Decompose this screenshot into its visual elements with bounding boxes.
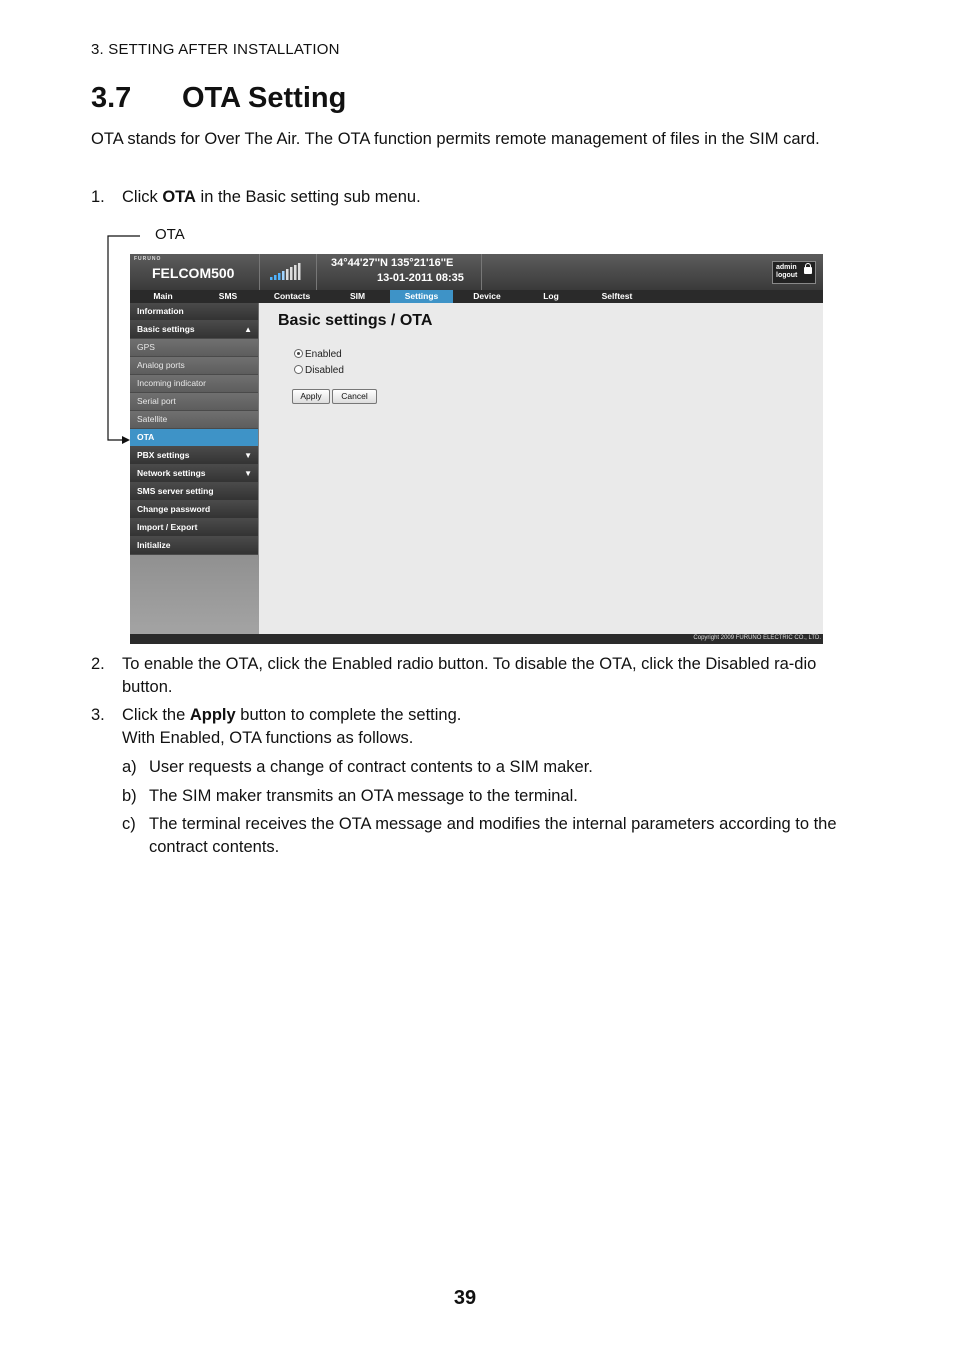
step-3-post: button to complete the setting.: [235, 706, 462, 724]
tab-log[interactable]: Log: [543, 291, 559, 301]
step-3-pre: Click the: [122, 706, 190, 724]
substep-b-letter: b): [122, 787, 137, 805]
sidebar-item-satellite[interactable]: Satellite: [130, 411, 258, 429]
section-number: 3.7: [91, 82, 132, 114]
substep-c-letter: c): [122, 815, 136, 833]
step-2-text: To enable the OTA, click the Enabled radio button. To disable the OTA, click the Disabled ra-dio button.: [122, 655, 817, 696]
signal-strength-icon: [270, 263, 306, 281]
sidebar-item-change-password[interactable]: Change password: [130, 501, 258, 519]
expand-arrow-icon[interactable]: ▼: [244, 451, 252, 460]
step-1-bold: OTA: [162, 188, 196, 206]
substep-a-letter: a): [122, 758, 137, 776]
step-1-pre: Click: [122, 188, 163, 206]
tab-selftest[interactable]: Selftest: [601, 291, 633, 301]
tab-sim[interactable]: SIM: [349, 291, 366, 301]
step-2-number: 2.: [91, 655, 105, 673]
page-number: 39: [453, 1287, 477, 1309]
radio-enabled[interactable]: Enabled: [294, 349, 342, 360]
tab-sms[interactable]: SMS: [218, 291, 238, 301]
sidebar-item-incoming-indicator[interactable]: Incoming indicator: [130, 375, 258, 393]
running-head: 3. SETTING AFTER INSTALLATION: [91, 41, 340, 58]
substep-b: [122, 785, 842, 808]
sidebar-item-analog-ports[interactable]: Analog ports: [130, 357, 258, 375]
step-3: [91, 704, 851, 750]
sidebar-item-basic-settings[interactable]: Basic settings ▲: [130, 321, 258, 339]
top-bar: [130, 254, 823, 290]
sidebar-item-information[interactable]: Information: [130, 303, 258, 321]
sidebar-item-network-settings[interactable]: Network settings ▼: [130, 465, 258, 483]
callout-label: OTA: [155, 226, 185, 243]
footer-bar: [130, 634, 823, 644]
expand-arrow-icon[interactable]: ▼: [244, 469, 252, 478]
section-title: [91, 82, 346, 115]
substep-c: [122, 813, 842, 859]
step-1-number: 1.: [91, 188, 105, 206]
tab-main[interactable]: Main: [153, 291, 173, 301]
step-3-number: 3.: [91, 706, 105, 724]
sidebar-item-initialize[interactable]: Initialize: [130, 537, 258, 555]
brand-small: FURUNO: [134, 256, 162, 262]
step-1: [91, 186, 851, 209]
radio-enabled-icon[interactable]: [294, 349, 303, 358]
intro-paragraph: OTA stands for Over The Air. The OTA function permits remote management of files in the SIM card.: [91, 130, 820, 148]
radio-disabled-icon[interactable]: [294, 365, 303, 374]
date-time: 13-01-2011 08:35: [377, 272, 464, 284]
copyright: Copyright 2009 FURUNO ELECTRIC CO., LTD.: [693, 635, 821, 641]
content-title: Basic settings / OTA: [278, 312, 433, 329]
sidebar-item-ota[interactable]: OTA: [130, 429, 258, 447]
apply-button[interactable]: Apply: [292, 389, 330, 404]
lock-icon: [804, 267, 812, 274]
radio-disabled[interactable]: Disabled: [294, 365, 344, 376]
substep-a-text: User requests a change of contract contents to a SIM maker.: [149, 758, 593, 776]
brand-name: FELCOM500: [152, 265, 235, 281]
tab-device[interactable]: Device: [473, 291, 501, 301]
step-1-post: in the Basic setting sub menu.: [195, 188, 421, 206]
substep-b-text: The SIM maker transmits an OTA message to the terminal.: [149, 787, 578, 805]
content-panel: [259, 303, 823, 634]
nav-bar: [130, 290, 823, 303]
step-2: [91, 653, 851, 699]
substep-c-text: The terminal receives the OTA message and modifies the internal parameters according to the contract contents.: [149, 815, 837, 856]
gps-coordinates: 34°44'27''N 135°21'16''E: [331, 257, 454, 269]
tab-settings[interactable]: Settings: [390, 290, 453, 303]
section-title-text: OTA Setting: [182, 82, 347, 114]
sidebar-item-serial-port[interactable]: Serial port: [130, 393, 258, 411]
collapse-arrow-icon[interactable]: ▲: [244, 325, 252, 334]
ui-screenshot: [130, 254, 823, 644]
cancel-button[interactable]: Cancel: [332, 389, 377, 404]
step-3-line2: With Enabled, OTA functions as follows.: [122, 729, 414, 747]
sidebar-item-sms-server-setting[interactable]: SMS server setting: [130, 483, 258, 501]
admin-logout-button[interactable]: [772, 261, 816, 284]
tab-contacts[interactable]: Contacts: [273, 291, 311, 301]
substep-a: [122, 756, 842, 779]
admin-label: admin: [776, 264, 797, 271]
sidebar-item-import-export[interactable]: Import / Export: [130, 519, 258, 537]
step-3-bold: Apply: [189, 706, 236, 724]
sidebar-item-pbx-settings[interactable]: PBX settings ▼: [130, 447, 258, 465]
logout-label: logout: [776, 272, 798, 279]
sidebar: [130, 303, 259, 644]
sidebar-item-gps[interactable]: GPS: [130, 339, 258, 357]
